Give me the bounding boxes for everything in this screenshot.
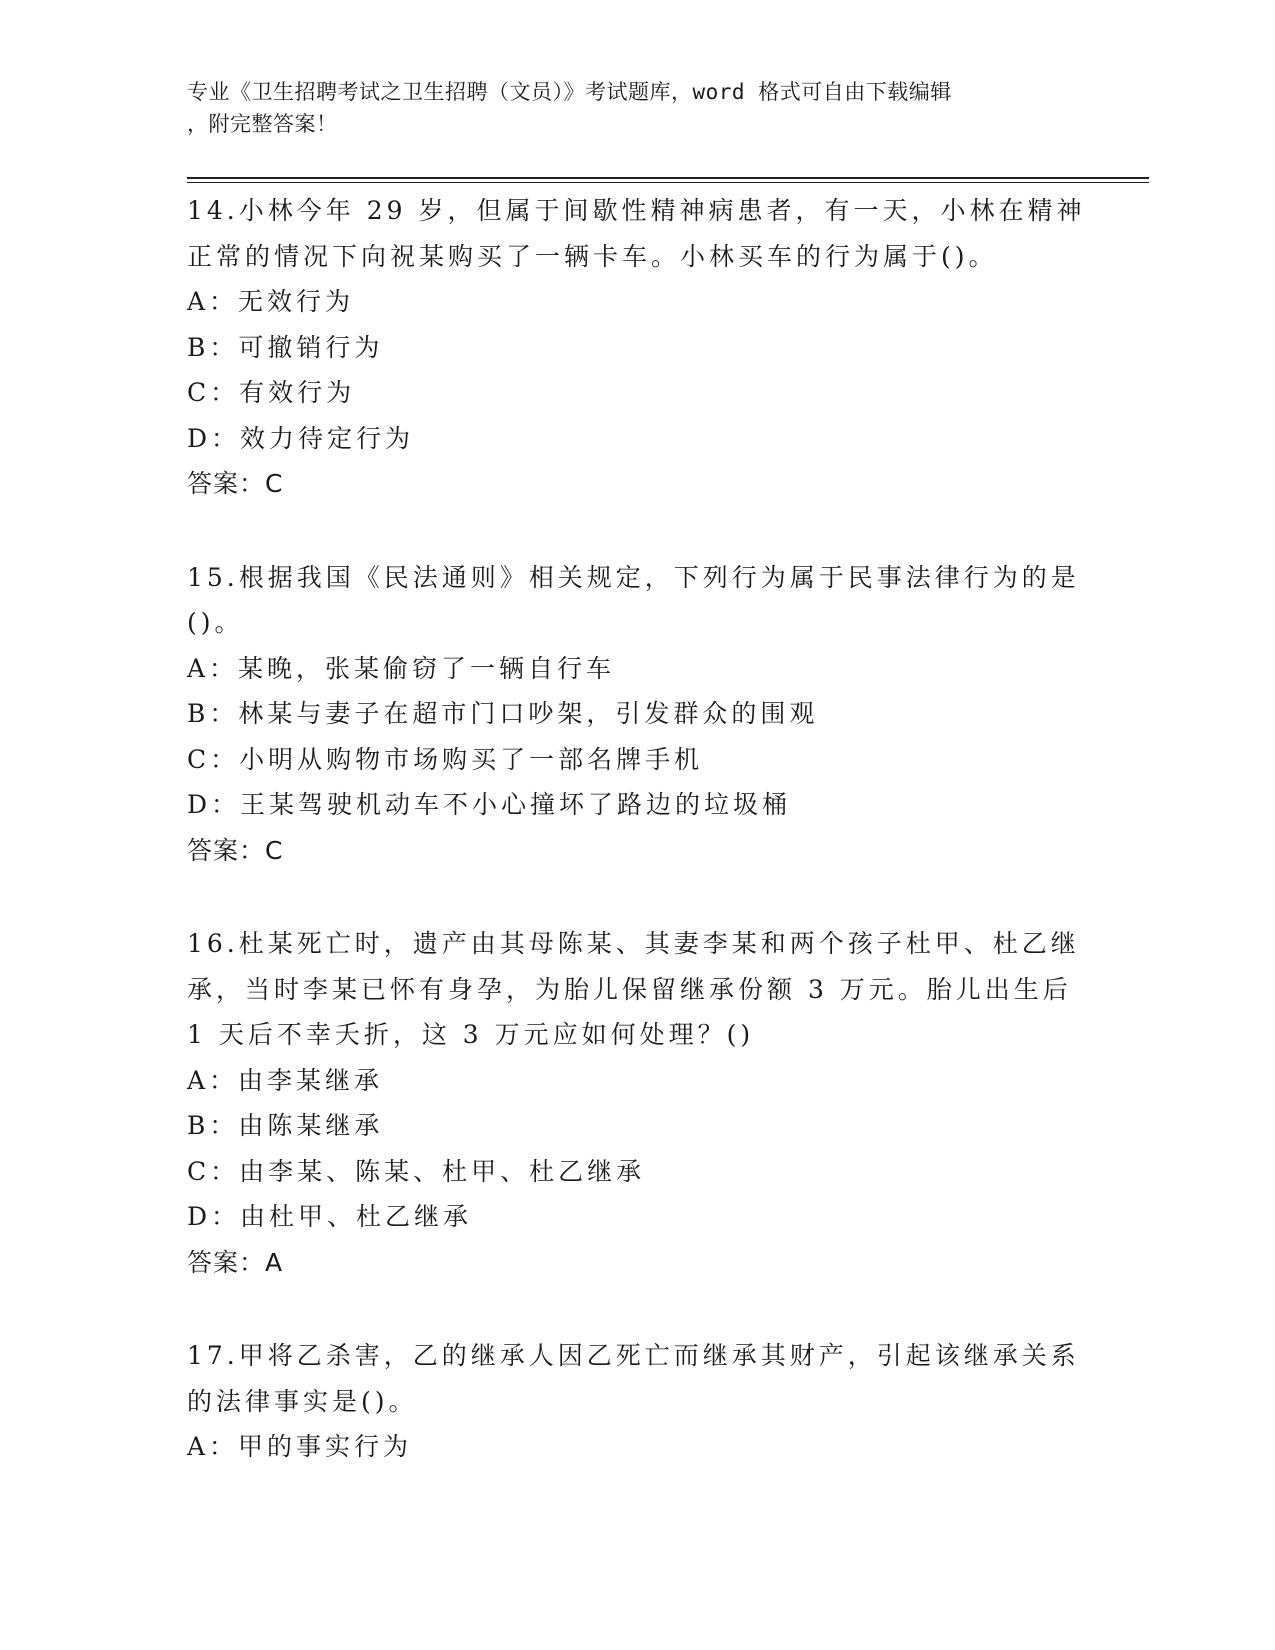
question-16 <box>187 921 1087 1285</box>
header-divider <box>187 177 1149 179</box>
option-a: A：无效行为 <box>187 287 355 316</box>
option-b: B：由陈某继承 <box>187 1111 384 1140</box>
option-c: C：小明从购物市场购买了一部名牌手机 <box>187 744 704 774</box>
document-header <box>187 76 1067 140</box>
option-c: C：由李某、陈某、杜甲、杜乙继承 <box>187 1156 646 1186</box>
question-stem-line: 正常的情况下向祝某购买了一辆卡车。小林买车的行为属于()。 <box>187 241 998 271</box>
question-list <box>187 188 1087 1518</box>
option-a: A：甲的事实行为 <box>187 1432 413 1461</box>
header-line-1: 专业《卫生招聘考试之卫生招聘（文员）》考试题库，word 格式可自由下载编辑 <box>187 80 952 104</box>
option-d: D：王某驾驶机动车不小心撞坏了路边的垃圾桶 <box>187 790 792 819</box>
question-stem-line: 16.杜某死亡时，遗产由其母陈某、其妻李某和两个孩子杜甲、杜乙继 <box>187 929 1080 958</box>
question-stem-line: 17.甲将乙杀害，乙的继承人因乙死亡而继承其财产，引起该继承关系 <box>187 1341 1080 1370</box>
question-stem-line: 承，当时李某已怀有身孕，为胎儿保留继承份额 3 万元。胎儿出生后 <box>187 974 1072 1004</box>
answer-line: 答案：C <box>187 469 284 498</box>
header-line-2: ，附完整答案！ <box>187 112 338 136</box>
option-a: A：由李某继承 <box>187 1065 384 1095</box>
option-d: D：效力待定行为 <box>187 423 415 453</box>
question-stem-line: 1 天后不幸夭折，这 3 万元应如何处理？() <box>187 1020 755 1049</box>
option-d: D：由杜甲、杜乙继承 <box>187 1202 473 1231</box>
answer-line: 答案：C <box>187 835 284 865</box>
question-stem-line: 的法律事实是()。 <box>187 1386 418 1416</box>
question-stem-line: 14.小林今年 29 岁，但属于间歇性精神病患者，有一天，小林在精神 <box>187 196 1086 225</box>
question-17 <box>187 1333 1087 1470</box>
header-divider-thin <box>187 182 1149 183</box>
option-c: C：有效行为 <box>187 378 356 407</box>
question-14 <box>187 188 1087 507</box>
option-b: B：林某与妻子在超市门口吵架，引发群众的围观 <box>187 699 819 728</box>
answer-line: 答案：A <box>187 1247 284 1277</box>
option-b: B：可撤销行为 <box>187 332 384 362</box>
question-stem-line: 15.根据我国《民法通则》相关规定，下列行为属于民事法律行为的是 <box>187 562 1080 592</box>
option-a: A：某晚，张某偷窃了一辆自行车 <box>187 653 616 683</box>
question-15 <box>187 555 1087 874</box>
question-stem-line: ()。 <box>187 608 244 637</box>
